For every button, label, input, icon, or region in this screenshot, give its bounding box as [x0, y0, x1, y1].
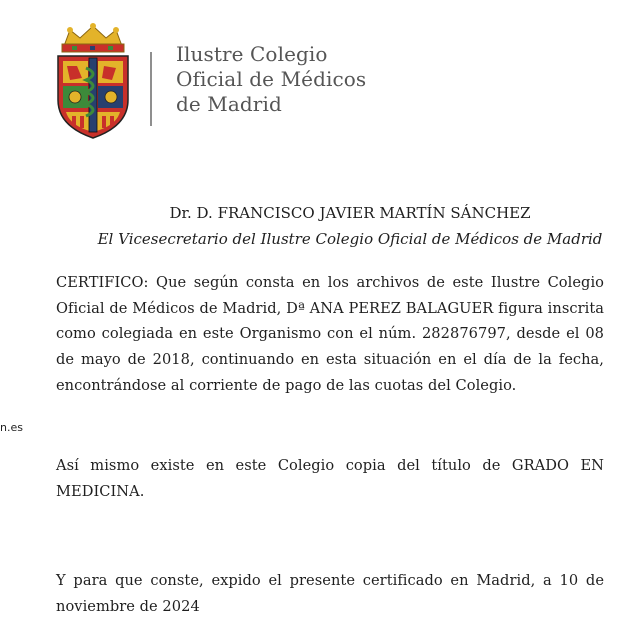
org-name-line-2: Oficial de Médicos	[176, 67, 367, 91]
degree-paragraph: Así mismo existe en este Colegio copia del título de GRADO EN MEDICINA.	[56, 457, 604, 500]
side-cutoff-text: n.es	[0, 421, 23, 434]
header-divider	[150, 52, 152, 126]
signer-role: El Vicesecretario del Ilustre Colegio Oficial de Médicos de Madrid	[97, 230, 603, 248]
closing-paragraph: Y para que conste, expido el presente certificado en Madrid, a 10 de noviembre de 2024	[56, 572, 604, 615]
organization-name	[176, 42, 366, 117]
org-name-line-1: Ilustre Colegio	[176, 42, 328, 66]
coat-of-arms-logo	[50, 22, 136, 142]
signer-name: Dr. D. FRANCISCO JAVIER MARTÍN SÁNCHEZ	[169, 204, 531, 222]
crown-icon	[62, 23, 124, 52]
org-name-line-3: de Madrid	[176, 92, 282, 116]
certification-paragraph: CERTIFICO: Que según consta en los archivos de este Ilustre Colegio Oficial de Médicos de Madrid, Dª ANA PEREZ BALAGUER figura inscrita como colegiada en este Organismo con el núm. 282876797, desde el 08 de mayo de 2018, continuando en esta situación en el día de la fecha, encontrándose al corriente de pago de las cuotas del Colegio.	[56, 274, 604, 394]
